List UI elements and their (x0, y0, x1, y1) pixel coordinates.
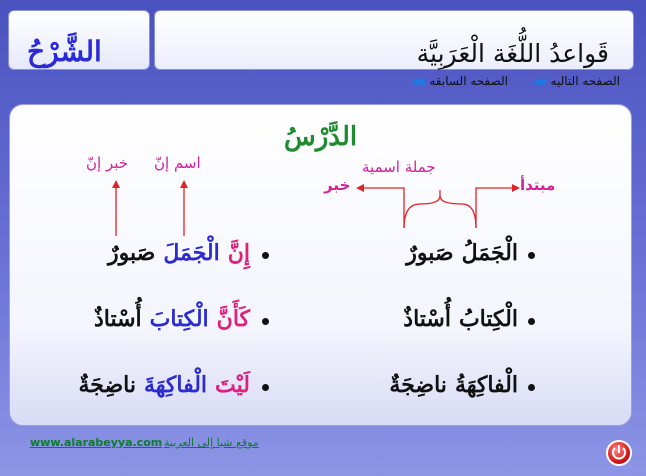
noun-word: الْكِتابَ (149, 306, 209, 332)
label-inna-subject: اسم إنّ (154, 154, 201, 172)
next-page-label: الصفحه التاليه (550, 74, 620, 88)
section-title: الشَّرْحُ (27, 35, 102, 68)
website-tagline-link[interactable]: موقع شيا إلى العربية (164, 436, 259, 449)
bullet (528, 384, 535, 391)
label-predicate: خبر (324, 176, 351, 194)
sentence-left-2 (86, 306, 250, 332)
sentence-word: الْكِتابُ (458, 306, 518, 332)
website-link[interactable]: www.alarabeyya.com (30, 436, 163, 449)
sentence-right-2 (395, 306, 518, 332)
sentence-bracket (404, 196, 476, 228)
bullet (262, 318, 269, 325)
particle-word: لَيْتَ (215, 372, 250, 398)
sentence-word: ناضِجَةٌ (389, 372, 447, 398)
inna-predicate-arrow-head (112, 180, 120, 188)
power-button[interactable] (606, 440, 632, 466)
double-chevron-left-icon: ◀◀ (410, 74, 422, 88)
prev-page-label: الصفحه السابقه (429, 74, 508, 88)
inna-subject-arrow-head (180, 180, 188, 188)
label-subject: مبتدأ (520, 176, 556, 194)
predicate-arrow-head (356, 184, 364, 192)
lesson-title: الدَّرْسُ (284, 122, 358, 152)
page-title: قَواعدُ اللُّغَة الْعَرَبِيَّة (416, 39, 609, 68)
sentence-left-1 (100, 240, 250, 266)
sentence-word: أُسْتاذٌ (403, 306, 451, 332)
predicate-word: أُسْتاذٌ (93, 306, 142, 332)
sentence-right-1 (398, 240, 518, 266)
particle-word: كَأَنَّ (216, 306, 250, 332)
label-nominal-sentence: جملة اسمية (362, 158, 436, 176)
subject-arrow-head (512, 184, 520, 192)
noun-word: الْجَمَلَ (163, 240, 220, 266)
subject-arrow-line (476, 188, 514, 228)
sentence-right-3 (381, 372, 518, 398)
double-chevron-left-icon: ◀◀ (532, 74, 544, 88)
bullet (528, 318, 535, 325)
sentence-word: صَبورٌ (406, 240, 454, 266)
sentence-word: الْجَمَلُ (461, 240, 518, 266)
particle-word: إِنَّ (227, 240, 250, 266)
noun-word: الْفاكِهَةَ (143, 372, 208, 398)
sentence-left-3 (70, 372, 250, 398)
predicate-arrow-line (362, 188, 404, 228)
power-icon (608, 442, 630, 464)
bullet (262, 252, 269, 259)
sentence-word: الْفاكِهَةُ (454, 372, 518, 398)
predicate-word: صَبورٌ (108, 240, 156, 266)
bullet (262, 384, 269, 391)
label-inna-predicate: خبر إنّ (86, 154, 129, 172)
predicate-word: ناضِجَةٌ (78, 372, 136, 398)
bullet (528, 252, 535, 259)
